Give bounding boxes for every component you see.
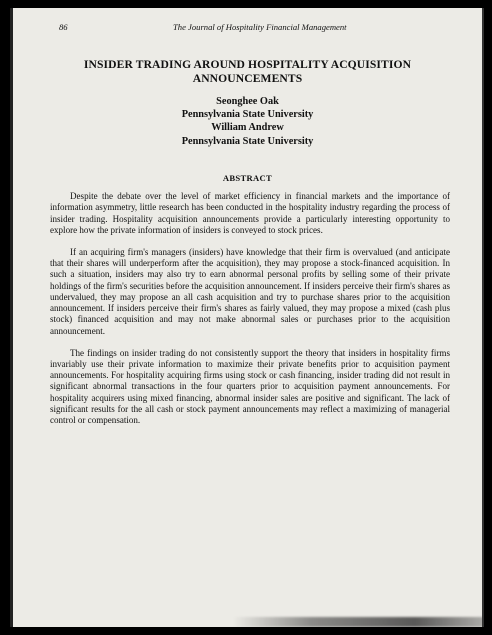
article-title-line-1: INSIDER TRADING AROUND HOSPITALITY ACQUISITION: [83, 58, 412, 71]
journal-page: [10, 8, 484, 627]
abstract-paragraph: If an acquiring firm's managers (insiders) have knowledge that their firm is overvalued (and anticipate that their shares will underperform after the acquisition), they may propose a stock-financed acquisition. In such a situation, insiders may also try to earn abnormal personal profits by selling some of their private holdings of the firm's securities before the acquisition announcement. If insiders perceive their firm's shares as undervalued, they may propose an all cash acquisition and try to purchase shares prior to the acquisition announcement. If insiders perceive their firm's shares as fairly valued, they may propose a mixed (cash plus stock) financed acquisition and may not make abnormal sales or purchases prior to the acquisition announcement.: [50, 246, 450, 336]
page-number: 86: [59, 22, 68, 32]
journal-name: The Journal of Hospitality Financial Management: [173, 22, 347, 32]
abstract-body: [50, 191, 450, 437]
abstract-paragraph: Despite the debate over the level of market efficiency in financial markets and the importance of information asymmetry, little research has been conducted in the hospitality industry regarding the process of insider trading. Hospitality acquisition announcements provide a particularly interesting opportunity to explore how the private information of insiders is conveyed to stock prices.: [50, 191, 450, 235]
author-name: Seonghee Oak: [216, 96, 279, 107]
abstract-heading: ABSTRACT: [222, 173, 273, 183]
article-title-line-2: ANNOUNCEMENTS: [192, 72, 303, 85]
article-title: [53, 58, 442, 86]
scan-smudge: [233, 617, 484, 627]
running-header: [59, 22, 452, 36]
author-block: [53, 95, 442, 148]
abstract-paragraph: The findings on insider trading do not consistently support the theory that insiders in hospitality firms invariably use their private information to maximize their private benefits prior to acquisition payment announcements. For hospitality acquiring firms using stock or cash financing, insider trading did not result in significant abnormal transactions in the four quarters prior to acquisition payment announcements. For hospitality acquirers using mixed financing, abnormal insider sales are positive and significant. The lack of significant results for the all cash or stock payment announcements may reflect a maximizing of managerial control or compensation.: [50, 347, 450, 426]
author-affiliation: Pennsylvania State University: [181, 135, 314, 147]
author-name: William Andrew: [211, 122, 284, 134]
author-affiliation: Pennsylvania State University: [181, 109, 314, 121]
